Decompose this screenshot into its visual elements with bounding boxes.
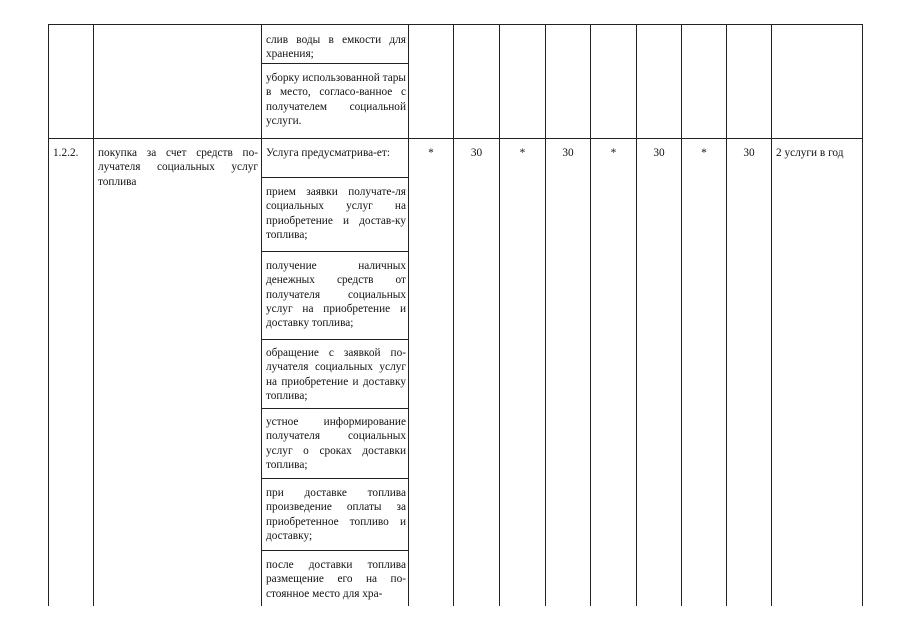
service-step: получение наличных денежных средств от получателя социальных услуг на приобретение и доставку топлива; xyxy=(266,260,406,330)
grid-line xyxy=(453,24,454,606)
grid-line xyxy=(862,24,863,606)
grid-line xyxy=(261,63,409,64)
service-step: обращение с заявкой по-лучателя социальных услуг на приобретение и доставку топлива; xyxy=(266,347,406,402)
grid-line xyxy=(261,550,409,551)
grid-line xyxy=(545,24,546,606)
grid-line xyxy=(499,24,500,606)
grid-line xyxy=(408,24,409,606)
frequency-cell: 2 услуги в год xyxy=(776,147,844,159)
grid-line xyxy=(261,251,409,252)
service-step: прием заявки получате-ля социальных услуг на приобретение и достав-ку топлива; xyxy=(266,186,406,241)
grid-line xyxy=(261,177,409,178)
value-cell: * xyxy=(701,147,707,159)
grid-line xyxy=(48,138,863,139)
grid-line xyxy=(590,24,591,606)
value-cell: 30 xyxy=(562,147,574,159)
grid-line xyxy=(261,24,262,606)
value-cell: * xyxy=(610,147,617,159)
service-step: уборку использованной тары в место, согласо-ванное с получателем социальной услуги. xyxy=(266,72,406,127)
value-cell: 30 xyxy=(470,147,483,159)
service-name: покупка за счет средств по-лучателя социальных услуг топлива xyxy=(98,147,258,188)
value-cell: * xyxy=(428,147,434,159)
service-step: устное информирование получателя социальных услуг о сроках доставки топлива; xyxy=(266,416,406,471)
value-cell: 30 xyxy=(653,147,665,159)
grid-line xyxy=(726,24,727,606)
grid-line xyxy=(261,478,409,479)
grid-line xyxy=(681,24,682,606)
grid-line xyxy=(261,408,409,409)
grid-line xyxy=(48,24,49,606)
grid-line xyxy=(261,339,409,340)
service-step: при доставке топлива произведение оплаты за приобретенное топливо и доставку; xyxy=(266,487,406,542)
grid-line xyxy=(93,24,94,606)
service-step: Услуга предусматрива-ет: xyxy=(266,147,390,159)
row-number: 1.2.2. xyxy=(53,147,79,159)
grid-line xyxy=(636,24,637,606)
grid-line xyxy=(771,24,772,606)
service-step: слив воды в емкости для хранения; xyxy=(266,34,406,61)
grid-line xyxy=(48,24,863,25)
service-step: после доставки топлива размещение его на по-стоянное место для хра- xyxy=(266,559,406,600)
value-cell: 30 xyxy=(743,147,755,159)
value-cell: * xyxy=(519,147,526,159)
